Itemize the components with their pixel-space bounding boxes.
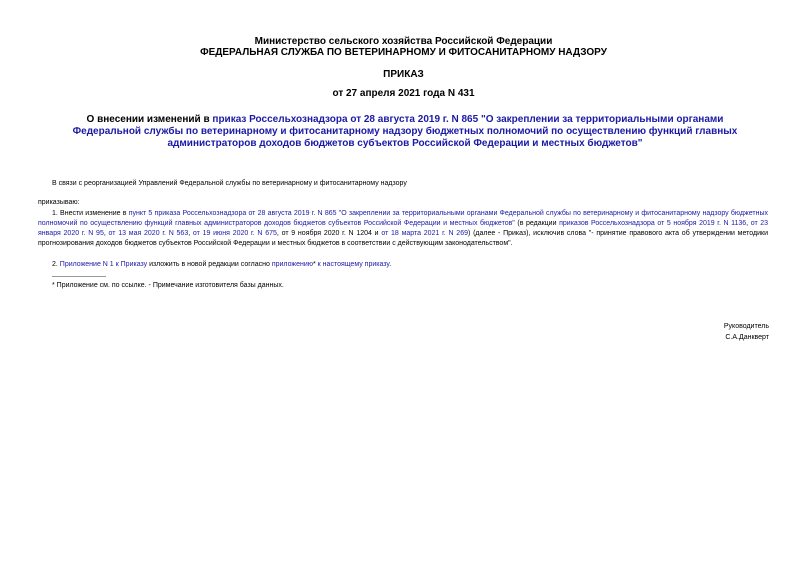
doc-type: ПРИКАЗ	[383, 69, 424, 80]
order-word: приказываю:	[38, 199, 80, 206]
item-2-paragraph	[52, 260, 391, 270]
item2-text-4: .	[389, 261, 392, 268]
item1-link-order-269[interactable]: от 18 марта 2021 г. N 269	[381, 230, 468, 237]
item2-text-1: 2.	[52, 261, 60, 268]
intro-paragraph: В связи с реорганизацией Управлений Федеральной службы по ветеринарному и фитосанитарному надзору	[52, 180, 407, 187]
item1-link-point5[interactable]: пункт 5 приказа Россельхознадзора от 28 августа 2019 г. N 865 "О закреплении за территориальными органами Федеральной службы по ветеринарному и фитосанитарному надзору бюджетных полномочий по осуществлению функций главных администраторов доходов бюджетов субъектов Российской Федерации и местных бюджетов"	[38, 210, 769, 227]
ministry-name: Министерство сельского хозяйства Российской Федерации	[254, 36, 553, 47]
item1-text-4: ,	[103, 230, 109, 237]
item2-text-2: изложить в новой редакции согласно	[147, 261, 272, 268]
item1-link-order-95[interactable]: от 23 января 2020 г. N 95	[38, 220, 769, 237]
item1-text-6: , от 9 ноября 2020 г. N 1204 и	[276, 230, 382, 237]
title-prefix: О внесении изменений в	[86, 114, 213, 125]
footnote: * Приложение см. по ссылке. - Примечание изготовителя базы данных.	[52, 282, 284, 289]
item1-text-1: 1. Внести изменение в	[52, 210, 129, 217]
doc-title	[60, 114, 750, 150]
item2-link-appendix[interactable]: Приложение N 1 к Приказу	[59, 261, 148, 268]
item2-link-annex[interactable]: приложению	[271, 261, 313, 268]
item-1-paragraph	[38, 209, 768, 249]
item1-text-7: ) (далее - Приказ), исключив слова "- принятие правового акта об утверждении методики прогнозирования доходов бюджетов субъектов Российской Федерации и местных бюджетов в соответствии с действующим законодательством".	[38, 230, 768, 247]
item1-text-5: ,	[188, 230, 193, 237]
title-link[interactable]: приказ Россельхознадзора от 28 августа 2019 г. N 865 "О закреплении за территориальными органами Федеральной службы по ветеринарному и фитосанитарному надзору бюджетных полномочий по осуществлению функций главных администраторов доходов бюджетов субъектов Российской Федерации и местных бюджетов"	[72, 114, 738, 149]
item2-text-3: *	[313, 261, 318, 268]
signatory-name: С.А.Данкверт	[725, 334, 769, 341]
item2-link-this-order[interactable]: к настоящему приказу	[317, 261, 390, 268]
item1-link-order-1136[interactable]: приказов Россельхознадзора от 5 ноября 2019 г. N 1136	[559, 220, 747, 227]
item1-text-3: ,	[746, 220, 751, 227]
signatory-position: Руководитель	[723, 323, 769, 330]
item1-link-order-563[interactable]: от 13 мая 2020 г. N 563	[108, 230, 189, 237]
item1-link-order-675[interactable]: от 19 июня 2020 г. N 675	[192, 230, 277, 237]
service-name: ФЕДЕРАЛЬНАЯ СЛУЖБА ПО ВЕТЕРИНАРНОМУ И ФИТОСАНИТАРНОМУ НАДЗОРУ	[200, 47, 607, 58]
doc-date: от 27 апреля 2021 года N 431	[332, 88, 475, 99]
footnote-divider	[52, 276, 106, 277]
item1-text-2: (в редакции	[514, 220, 560, 227]
